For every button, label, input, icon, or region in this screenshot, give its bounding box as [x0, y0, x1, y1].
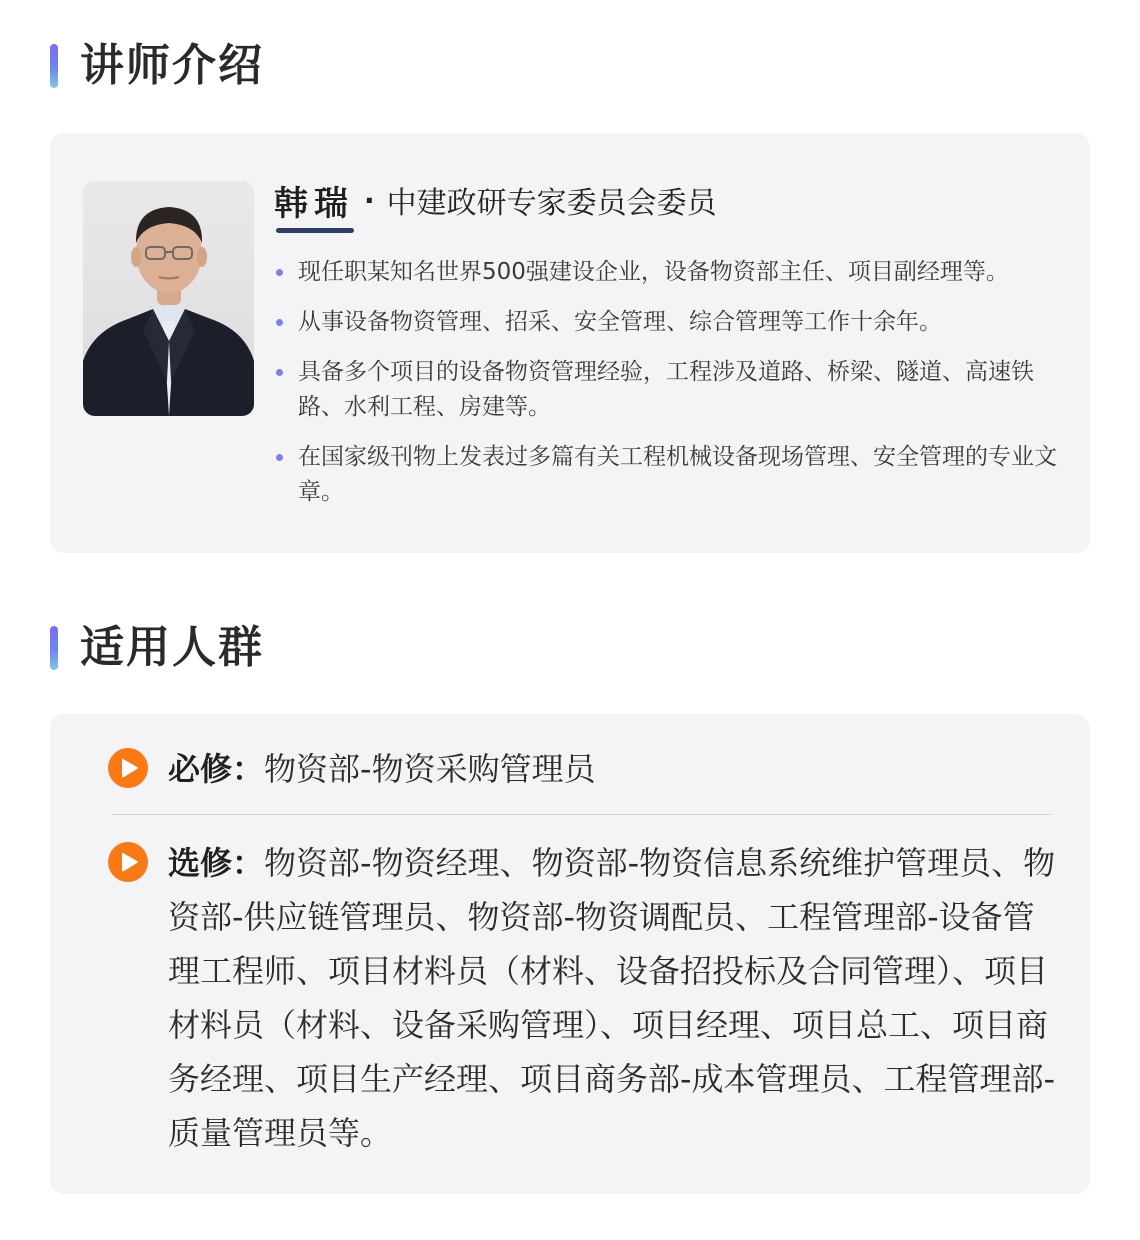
elective-value: 物资部-物资经理、物资部-物资信息系统维护管理员、物资部-供应链管理员、物资部-物资调配员、工程管理部-设备管理工程师、项目材料员（材料、设备招投标及合同管理）、项目材料员（材料、设备采购管理）、项目经理、项目总工、项目商务经理、项目生产经理、项目商务部-成本管理员、工程管理部-质量管理员等。 [168, 844, 1056, 1152]
audience-divider [112, 814, 1052, 815]
play-circle-icon [108, 842, 148, 882]
elective-audience-text [168, 836, 1058, 1160]
instructor-card [50, 133, 1090, 553]
bio-item [276, 440, 1076, 510]
instructor-bio-list [276, 255, 1076, 525]
bio-item-text: 在国家级刊物上发表过多篇有关工程机械设备现场管理、安全管理的专业文章。 [298, 444, 1057, 505]
name-underline [276, 228, 354, 233]
bio-item-text: 现任职某知名世界500强建设企业，设备物资部主任、项目副经理等。 [298, 259, 1009, 285]
required-label: 必修： [168, 750, 265, 788]
bullet-dot-icon [276, 369, 283, 376]
bio-item [276, 355, 1076, 425]
elective-label: 选修： [168, 844, 265, 882]
heading-text: 适用人群 [80, 622, 264, 673]
bullet-dot-icon [276, 319, 283, 326]
bullet-dot-icon [276, 269, 283, 276]
bio-item-text: 具备多个项目的设备物资管理经验，工程涉及道路、桥梁、隧道、高速铁路、水利工程、房建等。 [298, 359, 1034, 420]
instructor-photo [83, 181, 254, 416]
instructor-name-row [274, 175, 717, 225]
elective-audience-row [108, 836, 1058, 1160]
play-circle-icon [108, 748, 148, 788]
required-value: 物资部-物资采购管理员 [264, 750, 596, 788]
instructor-title: 中建政研专家委员会委员 [386, 186, 717, 221]
required-audience-text [168, 742, 1058, 796]
heading-accent-bar [50, 44, 58, 88]
bio-item [276, 305, 1076, 340]
bullet-dot-icon [276, 454, 283, 461]
name-separator: · [364, 183, 375, 217]
audience-card [50, 714, 1090, 1194]
heading-accent-bar [50, 626, 58, 670]
required-audience-row [108, 742, 1058, 796]
heading-text: 讲师介绍 [80, 40, 264, 91]
instructor-name: 韩瑞 [274, 183, 354, 224]
bio-item [276, 255, 1076, 290]
instructor-portrait-image [83, 181, 254, 416]
audience-section-heading [50, 618, 264, 678]
bio-item-text: 从事设备物资管理、招采、安全管理、综合管理等工作十余年。 [298, 309, 942, 335]
instructor-section-heading [50, 36, 264, 96]
